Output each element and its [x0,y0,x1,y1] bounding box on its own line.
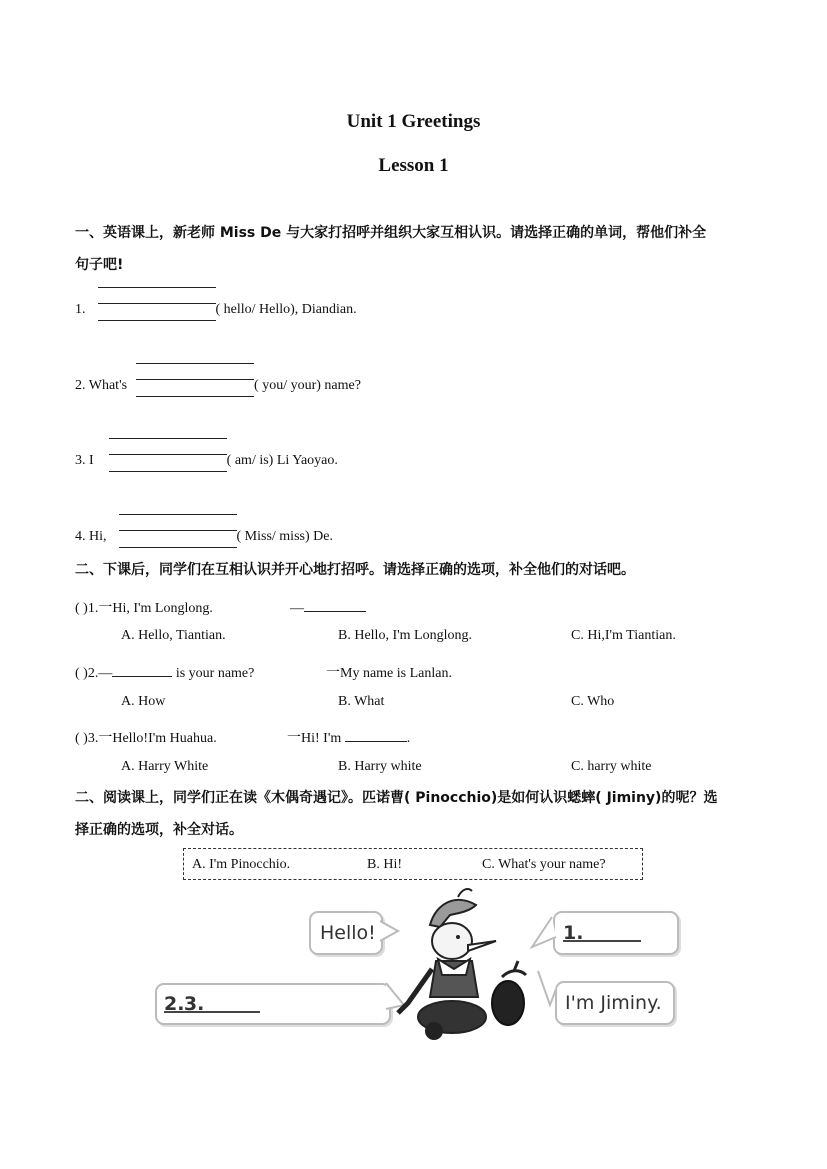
stem-blank[interactable] [112,662,172,677]
bubble-2-number: 2. [164,993,185,1015]
option-2b[interactable]: B. What [338,694,385,709]
option-3c[interactable]: C. harry white [571,759,652,774]
reply-text: 一Hi! I'm [287,731,342,746]
fill-item-3 [75,450,338,469]
bubble-jiminy [555,981,675,1025]
section3-instruction [75,782,765,846]
bubble-3-number: 3. [183,993,205,1015]
fill-item-suffix: ( you/ your) name? [254,378,361,393]
fill-item-suffix: ( hello/ Hello), Diandian. [215,302,357,317]
option-2a[interactable]: A. How [121,694,166,709]
pinocchio-body [430,961,478,997]
mc-question-2-reply: 一My name is Lanlan. [326,666,452,681]
answer-paren[interactable]: ( ) [75,731,88,746]
mc-question-2 [75,662,254,682]
option-1c[interactable]: C. Hi,I'm Tiantian. [571,628,676,643]
section3-instruction-line2: 择正确的选项，补全对话。 [75,822,243,838]
reply-end: . [406,731,411,746]
fill-item-1 [75,299,357,318]
fill-item-prefix: 3. I [75,453,94,468]
bubble-2-3 [155,983,391,1025]
fill-item-prefix: 2. What's [75,378,128,393]
hat-feather-icon [458,889,472,897]
fill-item-prefix: 1. [75,302,86,317]
choice-c[interactable]: C. What's your name? [482,857,606,872]
option-1a[interactable]: A. Hello, Tiantian. [121,628,226,643]
fill-item-prefix: 4. Hi, [75,529,107,544]
section1-instruction [75,217,765,281]
mc-question-3 [75,727,217,747]
pinocchio-illustration [380,885,560,1047]
section1-instruction-line2: 句子吧! [75,257,124,273]
option-3a[interactable]: A. Harry White [121,759,209,774]
fill-item-2 [75,375,361,394]
lesson-title: Lesson 1 [378,155,449,176]
answer-paren[interactable]: ( ) [75,666,88,681]
fill-item-suffix: ( am/ is) Li Yaoyao. [226,453,338,468]
bubble-1-number: 1. [563,922,584,944]
reply-blank[interactable] [304,597,366,612]
option-1b[interactable]: B. Hello, I'm Longlong. [338,628,472,643]
mc-question-1 [75,597,213,617]
choice-box [183,848,643,880]
bubble-1-blank[interactable] [563,922,641,942]
fill-blank[interactable] [136,375,254,389]
question-stem-b: is your name? [175,666,255,681]
answer-paren[interactable]: ( ) [75,601,88,616]
reply-blank[interactable] [345,727,407,742]
section3-instruction-line1: 二、阅读课上，同学们正在读《木偶奇遇记》。匹诺曹( Pinocchio)是如何认识蟋蟀( Jiminy)的呢？选 [75,790,718,806]
question-stem: 3.一Hello!I'm Huahua. [87,731,217,746]
fill-blank[interactable] [119,526,237,540]
bubble-jiminy-text: I'm Jiminy. [565,992,662,1014]
option-2c[interactable]: C. Who [571,694,615,709]
fill-item-4 [75,526,333,545]
fill-item-suffix: ( Miss/ miss) De. [236,529,333,544]
bubble-1 [553,911,679,955]
question-stem: 1.一Hi, I'm Longlong. [87,601,213,616]
mc-question-1-reply [290,597,366,617]
reply-dash: — [290,601,304,616]
pinocchio-head [432,923,472,959]
fill-blank[interactable] [98,299,216,313]
section1-instruction-line1: 一、英语课上，新老师 Miss De 与大家打招呼并组织大家互相认识。请选择正确的单词，帮他们补全 [75,225,707,241]
bubble-hello [309,911,383,955]
option-3b[interactable]: B. Harry white [338,759,422,774]
pinocchio-shoe [425,1022,443,1040]
cricket-icon [502,961,526,977]
choice-b[interactable]: B. Hi! [367,857,402,872]
unit-title: Unit 1 Greetings [346,111,481,132]
bubble-2-3-text [164,993,205,1015]
choice-a[interactable]: A. I'm Pinocchio. [192,857,291,872]
mc-question-3-reply [287,727,410,747]
bag-icon [492,981,524,1025]
bubble-3-blank[interactable] [184,993,260,1013]
fill-blank[interactable] [109,450,227,464]
question-stem-a: 2.— [87,666,113,681]
section2-instruction: 二、下课后，同学们在互相认识并开心地打招呼。请选择正确的选项，补全他们的对话吧。 [75,562,635,578]
bubble-hello-text: Hello! [320,922,376,944]
